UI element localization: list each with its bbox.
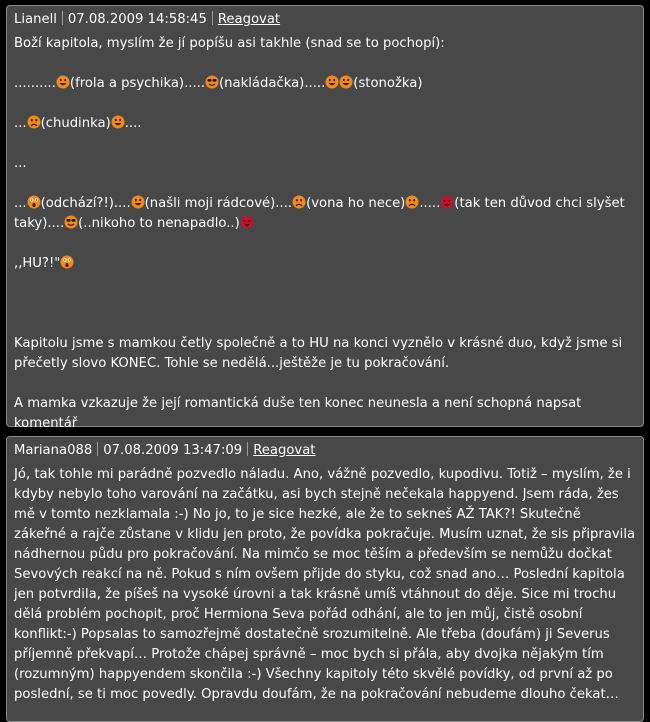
reply-link[interactable]: Reagovat xyxy=(253,443,316,458)
comment-card xyxy=(6,436,644,722)
text-segment: (frola a psychika)..... xyxy=(69,76,206,91)
comment-header xyxy=(14,10,636,30)
text-segment: (odchází?!).... xyxy=(40,196,131,211)
text-segment: (nakládačka)..... xyxy=(219,76,326,91)
comment-body xyxy=(14,465,636,705)
grin-emoticon-icon xyxy=(111,115,125,129)
reply-link[interactable]: Reagovat xyxy=(217,12,281,27)
comment-line: Boží kapitola, myslím že jí popíšu asi takhle (snad se to pochopí): xyxy=(14,36,445,51)
text-segment: ,,HU?!" xyxy=(14,256,61,271)
sunglasses-emoticon-icon xyxy=(205,75,219,89)
grin-emoticon-icon xyxy=(325,75,339,89)
grin-emoticon-icon xyxy=(56,75,70,89)
devil-emoticon-icon xyxy=(440,195,454,209)
text-segment: (..nikoho to nenapadlo..) xyxy=(78,216,240,231)
comment-card xyxy=(6,5,644,431)
comment-line xyxy=(14,114,636,134)
comment-author: Mariana088 xyxy=(14,443,93,458)
grin-emoticon-icon xyxy=(131,195,145,209)
text-segment: (našli moji rádcové).... xyxy=(144,196,293,211)
comment-line xyxy=(14,194,636,234)
header-divider xyxy=(62,11,63,25)
comment-date: 07.08.2009 14:58:45 xyxy=(67,12,207,27)
comment-author: Lianell xyxy=(14,12,57,27)
comment-line: ... xyxy=(14,156,27,171)
comment-text: Jó, tak tohle mi parádně pozvedlo náladu. Ano, vážně pozvedlo, kupodivu. Totiž – myslím, že i kdyby nebylo toho varování na začátku, asi bych stejně nečekala happyend. Jsem ráda, žes mě v tomto nezklamala :-) No jo, to je sice hezké, ale že to sekneš AŽ TAK?! Skutečně zákeřné a rajče zůstane v klidu jen proto, že povídka pokračuje. Musím uznat, že sis připravila nádhernou půdu pro pokračování. Na mimčo se moc těším a především se nemůžu dočkat Sevových reakcí na ně. Pokud s ním ovšem přijde do styku, což snad ano… Poslední kapitola jen potvrdila, že píšeš na vysoké úrovni a tak krásně umíš vtáhnout do děje. Sice mi trochu dělá problém pochopit, proč Hermiona Seva pořád odhání, ale to jen můj, čistě osobní konflikt:-) Popsalas to samozřejmě dostatečně srozumitelně. Ale třeba (doufám) ji Severus příjemně překvapí… Protože chápej správně – moc bych si přála, aby dvojka nějakým tím (rozumným) happyendem skončila :-) Všechny kapitoly této skvělé povídky, od první až po poslední, se ti moc povedly. Opravdu doufám, že na pokračování nebudeme dlouho čekat… xyxy=(14,467,636,702)
sad-emoticon-icon xyxy=(292,195,306,209)
grin-emoticon-icon xyxy=(339,75,353,89)
shocked-emoticon-icon xyxy=(27,195,41,209)
comment-body xyxy=(14,34,636,434)
devil-emoticon-icon xyxy=(240,215,254,229)
text-segment: .... xyxy=(124,116,142,131)
text-segment: ... xyxy=(14,116,27,131)
text-segment: (chudinka) xyxy=(40,116,111,131)
text-segment: .......... xyxy=(14,76,56,91)
text-segment: (vona ho nece) xyxy=(306,196,406,211)
sunglasses-emoticon-icon xyxy=(64,215,78,229)
sad-emoticon-icon xyxy=(27,115,41,129)
comment-header xyxy=(14,441,636,461)
header-divider xyxy=(212,11,213,25)
text-segment: (stonožka) xyxy=(353,76,423,91)
comment-line: Kapitolu jsme s mamkou četly společně a to HU na konci vyznělo v krásné duo, když jsme si přečetly slovo KONEC. Tohle se nedělá...ještěže je tu pokračování. xyxy=(14,336,623,371)
comment-line xyxy=(14,254,636,274)
text-segment: ..... xyxy=(419,196,441,211)
header-divider xyxy=(97,442,98,456)
header-divider xyxy=(247,442,248,456)
text-segment: (tak ten důvod chci slyšet taky).... xyxy=(14,196,625,231)
text-segment: ... xyxy=(14,196,27,211)
comment-date: 07.08.2009 13:47:09 xyxy=(103,443,243,458)
comment-line xyxy=(14,74,636,94)
sad-emoticon-icon xyxy=(405,195,419,209)
comment-line: A mamka vzkazuje že její romantická duše ten konec neunesla a není schopná napsat komentář xyxy=(14,396,582,431)
shocked-emoticon-icon xyxy=(60,255,74,269)
